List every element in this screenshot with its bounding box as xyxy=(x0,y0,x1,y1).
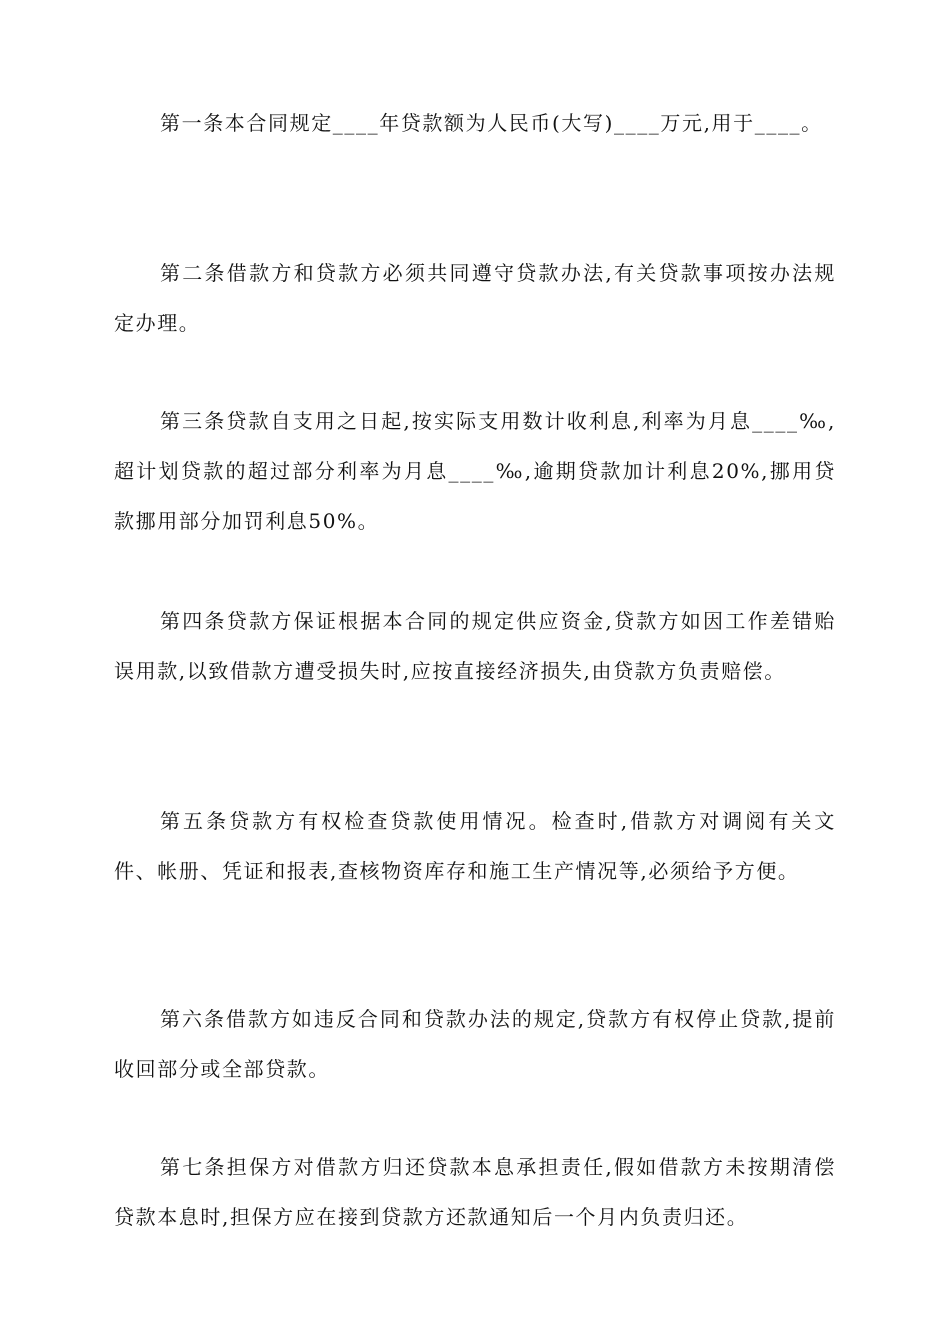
clause-5-paragraph: 第五条贷款方有权检查贷款使用情况。检查时,借款方对调阅有关文件、帐册、凭证和报表,查核物资库存和施工生产情况等,必须给予方便。 xyxy=(114,809,836,883)
clause-1-paragraph: 第一条本合同规定____年贷款额为人民币(大写)____万元,用于____。 xyxy=(160,111,823,135)
clause-4-paragraph: 第四条贷款方保证根据本合同的规定供应资金,贷款方如因工作差错贻误用款,以致借款方遭受损失时,应按直接经济损失,由贷款方负责赔偿。 xyxy=(114,609,836,683)
clause-2-paragraph: 第二条借款方和贷款方必须共同遵守贷款办法,有关贷款事项按办法规定办理。 xyxy=(114,261,836,335)
clause-7-paragraph: 第七条担保方对借款方归还贷款本息承担责任,假如借款方未按期清偿贷款本息时,担保方应在接到贷款方还款通知后一个月内负责归还。 xyxy=(114,1155,836,1229)
clause-6-paragraph: 第六条借款方如违反合同和贷款办法的规定,贷款方有权停止贷款,提前收回部分或全部贷款。 xyxy=(114,1007,836,1081)
clause-3-paragraph: 第三条贷款自支用之日起,按实际支用数计收利息,利率为月息____‰,超计划贷款的超过部分利率为月息____‰,逾期贷款加计利息20%,挪用贷款挪用部分加罚利息50%。 xyxy=(114,409,836,533)
